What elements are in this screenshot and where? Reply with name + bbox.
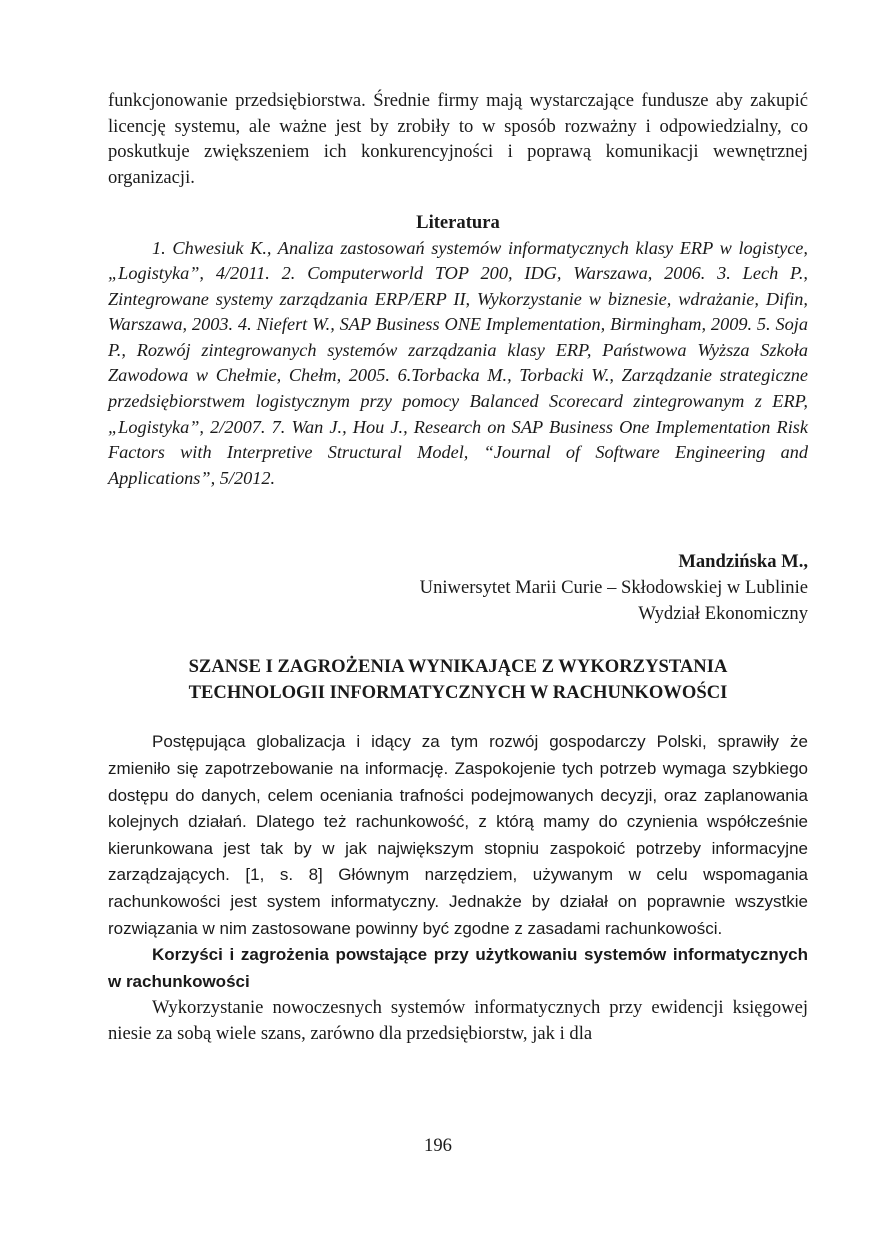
page-content [108,88,808,1046]
article-title [108,654,808,705]
intro-paragraph: funkcjonowanie przedsiębiorstwa. Średnie firmy mają wystarczające fundusze aby zakupić licencję systemu, ale ważne jest by zrobiły to w sposób rozważny i odpowiedzialny, co poskutkuje zwiększeniem ich konkurencyjności i poprawą komunikacji wewnętrznej organizacji. [108,90,808,188]
section-heading: Korzyści i zagrożenia powstające przy użytkowaniu systemów informatycznych w rachunkowości [108,945,808,991]
page-number: 196 [424,1135,452,1156]
author-university: Uniwersytet Marii Curie – Skłodowskiej w Lublinie [419,577,808,599]
literature-list: 1. Chwesiuk K., Analiza zastosowań systemów informatycznych klasy ERP w logistyce, „Logistyka”, 4/2011. 2. Computerworld TOP 200, IDG, Warszawa, 2006. 3. Lech P., Zintegrowane systemy zarządzania ERP/ERP II, Wykorzystanie w biznesie, wdrażanie, Difin, Warszawa, 2003. 4. Niefert W., SAP Business ONE Implementation, Birmingham, 2009. 5. Soja P., Rozwój zintegrowanych systemów zarządzania klasy ERP, Państwowa Wyższa Szkoła Zawodowa w Chełmie, Chełm, 2005. 6.Torbacka M., Torbacki W., Zarządzanie strategiczne przedsiębiorstwem logistycznym przy pomocy Balanced Scorecard zintegrowanym z ERP, „Logistyka”, 2/2007. 7. Wan J., Hou J., Research on SAP Business One Implementation Risk Factors with Interpretive Structural Model, “Journal of Software Engineering and Applications”, 5/2012. [108,237,808,488]
author-name: Mandzińska M., [678,551,808,573]
article-paragraph-1: Postępująca globalizacja i idący za tym rozwój gospodarczy Polski, sprawiły że zmieniło się zapotrzebowanie na informację. Zaspokojenie tych potrzeb wymaga szybkiego dostępu do danych, celem oceniania trafności podejmowanych decyzji, oraz zaplanowania kolejnych działań. Dlatego też rachunkowość, z którą mamy do czynienia współcześnie kierunkowana jest tak by w jak największym stopniu zaspokoić potrzeby informacyjne zarządzających. [1, s. 8] Głównym narzędziem, używanym w celu wspomagania rachunkowości jest system informatyczny. Jednakże by działał on poprawnie wszystkie rozwiązania w nim zastosowane powinny być zgodne z zasadami rachunkowości. [108,732,808,938]
article-paragraph-2: Wykorzystanie nowoczesnych systemów informatycznych przy ewidencji księgowej niesie za sobą wiele szans, zarówno dla przedsiębiorstw, jak i dla [108,997,808,1044]
author-block [108,549,808,626]
article-title-line-1: SZANSE I ZAGROŻENIA WYNIKAJĄCE Z WYKORZYSTANIA [188,656,728,678]
article-title-line-2: TECHNOLOGII INFORMATYCZNYCH W RACHUNKOWOŚCI [188,681,728,703]
author-faculty: Wydział Ekonomiczny [638,602,808,624]
literature-heading: Literatura [416,212,500,233]
